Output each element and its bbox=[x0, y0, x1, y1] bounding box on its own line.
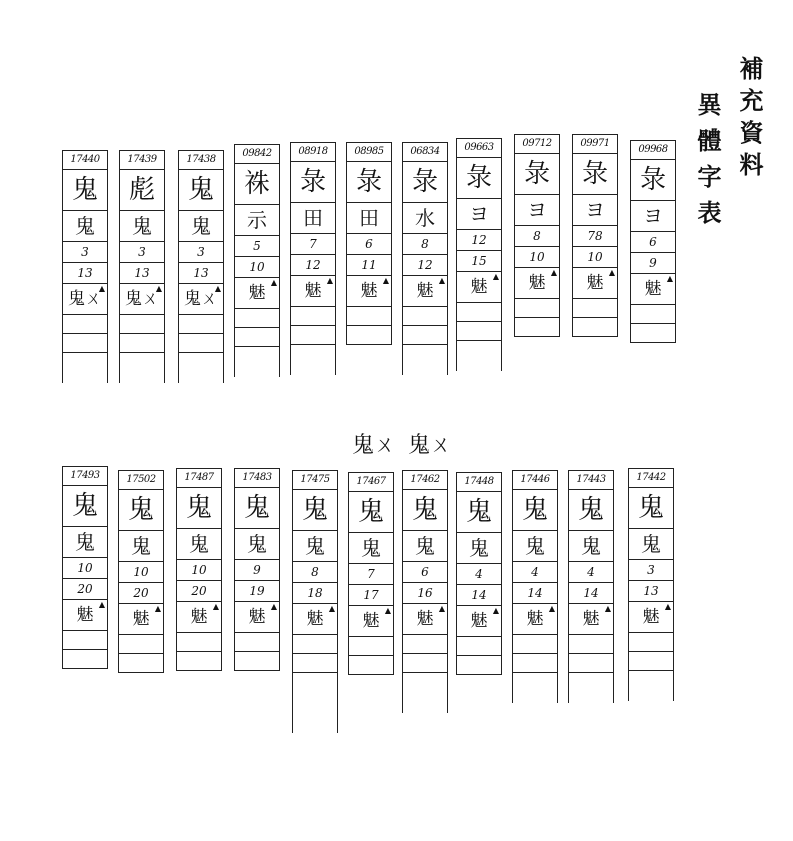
variant-glyph: 鬼 bbox=[235, 488, 279, 529]
blank-cell bbox=[293, 635, 337, 654]
triangle-mark-icon: ▲ bbox=[438, 276, 445, 285]
triangle-mark-icon: ▲ bbox=[270, 278, 277, 287]
blank-cell bbox=[293, 654, 337, 673]
stroke-count: 3 bbox=[120, 242, 164, 263]
variant-card bbox=[62, 150, 108, 383]
total-strokes: 20 bbox=[177, 581, 221, 602]
radical: 鬼 bbox=[119, 531, 163, 562]
variant-glyph: 彔 bbox=[347, 162, 391, 203]
blank-cell bbox=[573, 299, 617, 318]
radical: 鬼 bbox=[63, 211, 107, 242]
variant-card bbox=[234, 144, 280, 377]
triangle-mark-icon: ▲ bbox=[550, 268, 557, 277]
blank-cell bbox=[63, 315, 107, 334]
standard-form bbox=[293, 604, 337, 635]
stroke-count: 7 bbox=[349, 564, 393, 585]
stroke-count: 9 bbox=[235, 560, 279, 581]
standard-form bbox=[457, 606, 501, 637]
variant-card bbox=[290, 142, 336, 375]
stroke-count: 5 bbox=[235, 236, 279, 257]
radical: 鬼 bbox=[629, 529, 673, 560]
blank-cell bbox=[457, 303, 501, 322]
radical: 鬼 bbox=[513, 531, 557, 562]
standard-form-text: 鬼ㄨ bbox=[184, 289, 218, 309]
standard-form bbox=[403, 604, 447, 635]
total-strokes: 15 bbox=[457, 251, 501, 272]
variant-glyph: 鬼 bbox=[179, 170, 223, 211]
blank-cell bbox=[631, 305, 675, 324]
total-strokes: 14 bbox=[513, 583, 557, 604]
standard-form bbox=[569, 604, 613, 635]
radical: 示 bbox=[235, 205, 279, 236]
catalog-number: 09971 bbox=[573, 134, 617, 154]
blank-cell bbox=[349, 637, 393, 656]
radical: 鬼 bbox=[179, 211, 223, 242]
standard-form-text: 魅 bbox=[526, 609, 544, 629]
total-strokes: 10 bbox=[573, 247, 617, 268]
catalog-number: 08918 bbox=[291, 142, 335, 162]
radical: ヨ bbox=[573, 195, 617, 226]
blank-cell bbox=[403, 635, 447, 654]
blank-cell bbox=[403, 326, 447, 345]
standard-form bbox=[291, 276, 335, 307]
catalog-number: 17502 bbox=[119, 470, 163, 490]
variant-card bbox=[568, 470, 614, 703]
blank-cell bbox=[569, 635, 613, 654]
blank-cell bbox=[457, 656, 501, 675]
blank-cell bbox=[629, 633, 673, 652]
radical: 鬼 bbox=[293, 531, 337, 562]
variant-card bbox=[456, 472, 502, 675]
catalog-number: 17475 bbox=[293, 470, 337, 490]
triangle-mark-icon: ▲ bbox=[98, 600, 105, 609]
blank-cell bbox=[515, 299, 559, 318]
variant-card bbox=[456, 138, 502, 371]
triangle-mark-icon: ▲ bbox=[666, 274, 673, 283]
blank-cell bbox=[515, 318, 559, 337]
standard-form bbox=[349, 606, 393, 637]
supplement-title: 補充資料 bbox=[735, 56, 764, 184]
variant-glyph: 彪 bbox=[120, 170, 164, 211]
blank-cell bbox=[120, 315, 164, 334]
triangle-mark-icon: ▲ bbox=[212, 602, 219, 611]
total-strokes: 9 bbox=[631, 253, 675, 274]
stroke-count: 6 bbox=[631, 232, 675, 253]
triangle-mark-icon: ▲ bbox=[270, 602, 277, 611]
variant-glyph: 彔 bbox=[403, 162, 447, 203]
variant-card bbox=[512, 470, 558, 703]
total-strokes: 19 bbox=[235, 581, 279, 602]
total-strokes: 20 bbox=[63, 579, 107, 600]
catalog-number: 17483 bbox=[235, 468, 279, 488]
stroke-count: 4 bbox=[569, 562, 613, 583]
stroke-count: 12 bbox=[457, 230, 501, 251]
standard-form bbox=[63, 600, 107, 631]
blank-cell bbox=[63, 631, 107, 650]
variant-card bbox=[572, 134, 618, 337]
standard-form-text: 魅 bbox=[586, 273, 604, 293]
radical: ヨ bbox=[457, 199, 501, 230]
catalog-number: 09842 bbox=[235, 144, 279, 164]
total-strokes: 14 bbox=[569, 583, 613, 604]
stroke-count: 3 bbox=[179, 242, 223, 263]
standard-form-text: 鬼ㄨ bbox=[68, 289, 102, 309]
total-strokes: 10 bbox=[515, 247, 559, 268]
blank-cell bbox=[119, 654, 163, 673]
column-tail bbox=[120, 353, 164, 383]
triangle-mark-icon: ▲ bbox=[154, 604, 161, 613]
radical: 田 bbox=[347, 203, 391, 234]
blank-cell bbox=[177, 633, 221, 652]
standard-form-text: 魅 bbox=[360, 281, 378, 301]
catalog-number: 08985 bbox=[347, 142, 391, 162]
catalog-number: 17442 bbox=[629, 468, 673, 488]
column-tail bbox=[629, 671, 673, 701]
column-tail bbox=[291, 345, 335, 375]
total-strokes: 12 bbox=[403, 255, 447, 276]
catalog-number: 17439 bbox=[120, 150, 164, 170]
total-strokes: 17 bbox=[349, 585, 393, 606]
variant-glyph: 鬼 bbox=[63, 170, 107, 211]
radical: 鬼 bbox=[177, 529, 221, 560]
column-tail bbox=[403, 673, 447, 713]
variant-glyph: 彔 bbox=[631, 160, 675, 201]
stroke-count: 10 bbox=[119, 562, 163, 583]
radical: 鬼 bbox=[63, 527, 107, 558]
blank-cell bbox=[120, 334, 164, 353]
radical: 鬼 bbox=[457, 533, 501, 564]
catalog-number: 09968 bbox=[631, 140, 675, 160]
variant-glyph: 彔 bbox=[291, 162, 335, 203]
blank-cell bbox=[573, 318, 617, 337]
total-strokes: 20 bbox=[119, 583, 163, 604]
variant-card bbox=[628, 468, 674, 701]
standard-form-text: 魅 bbox=[304, 281, 322, 301]
stroke-count: 7 bbox=[291, 234, 335, 255]
blank-cell bbox=[179, 334, 223, 353]
radical: 鬼 bbox=[120, 211, 164, 242]
stroke-count: 78 bbox=[573, 226, 617, 247]
triangle-mark-icon: ▲ bbox=[604, 604, 611, 613]
standard-form-text: 魅 bbox=[582, 609, 600, 629]
catalog-number: 17438 bbox=[179, 150, 223, 170]
total-strokes: 13 bbox=[120, 263, 164, 284]
variant-glyph: 鬼 bbox=[63, 486, 107, 527]
column-tail bbox=[457, 341, 501, 371]
triangle-mark-icon: ▲ bbox=[155, 284, 162, 293]
radical: 鬼 bbox=[349, 533, 393, 564]
triangle-mark-icon: ▲ bbox=[438, 604, 445, 613]
catalog-number: 17446 bbox=[513, 470, 557, 490]
middle-note-1: 鬼ㄨ bbox=[352, 433, 397, 458]
variant-table-title: 異體字表 bbox=[693, 92, 722, 236]
catalog-number: 17493 bbox=[63, 466, 107, 486]
triangle-mark-icon: ▲ bbox=[492, 272, 499, 281]
variant-card bbox=[62, 466, 108, 669]
radical: 鬼 bbox=[569, 531, 613, 562]
standard-form-text: 魅 bbox=[642, 607, 660, 627]
total-strokes: 16 bbox=[403, 583, 447, 604]
variant-glyph: 鬼 bbox=[349, 492, 393, 533]
variant-glyph: 彔 bbox=[457, 158, 501, 199]
standard-form bbox=[235, 278, 279, 309]
variant-glyph: 鬼 bbox=[513, 490, 557, 531]
standard-form-text: 魅 bbox=[528, 273, 546, 293]
standard-form-text: 魅 bbox=[362, 611, 380, 631]
stroke-count: 10 bbox=[177, 560, 221, 581]
standard-form bbox=[631, 274, 675, 305]
catalog-number: 17443 bbox=[569, 470, 613, 490]
radical: ヨ bbox=[631, 201, 675, 232]
blank-cell bbox=[513, 654, 557, 673]
standard-form-text: 魅 bbox=[306, 609, 324, 629]
total-strokes: 18 bbox=[293, 583, 337, 604]
variant-glyph: 彔 bbox=[573, 154, 617, 195]
blank-cell bbox=[347, 307, 391, 326]
stroke-count: 4 bbox=[457, 564, 501, 585]
variant-card bbox=[178, 150, 224, 383]
blank-cell bbox=[457, 322, 501, 341]
triangle-mark-icon: ▲ bbox=[326, 276, 333, 285]
blank-cell bbox=[457, 637, 501, 656]
stroke-count: 6 bbox=[347, 234, 391, 255]
stroke-count: 8 bbox=[293, 562, 337, 583]
variant-card bbox=[346, 142, 392, 345]
radical: 田 bbox=[291, 203, 335, 234]
blank-cell bbox=[119, 635, 163, 654]
catalog-number: 09712 bbox=[515, 134, 559, 154]
variant-glyph: 鬼 bbox=[177, 488, 221, 529]
standard-form-text: 魅 bbox=[248, 607, 266, 627]
standard-form-text: 魅 bbox=[190, 607, 208, 627]
blank-cell bbox=[347, 326, 391, 345]
blank-cell bbox=[291, 307, 335, 326]
variant-card bbox=[118, 470, 164, 673]
variant-card bbox=[348, 472, 394, 675]
blank-cell bbox=[177, 652, 221, 671]
variant-glyph: 鬼 bbox=[457, 492, 501, 533]
blank-cell bbox=[513, 635, 557, 654]
blank-cell bbox=[403, 654, 447, 673]
standard-form bbox=[403, 276, 447, 307]
variant-glyph: 鬼 bbox=[403, 490, 447, 531]
standard-form-text: 鬼ㄨ bbox=[125, 289, 159, 309]
variant-card bbox=[514, 134, 560, 337]
standard-form bbox=[63, 284, 107, 315]
blank-cell bbox=[569, 654, 613, 673]
total-strokes: 10 bbox=[235, 257, 279, 278]
column-tail bbox=[179, 353, 223, 383]
radical: ヨ bbox=[515, 195, 559, 226]
blank-cell bbox=[63, 334, 107, 353]
standard-form bbox=[179, 284, 223, 315]
variant-glyph: 鬼 bbox=[293, 490, 337, 531]
catalog-number: 17462 bbox=[403, 470, 447, 490]
blank-cell bbox=[63, 650, 107, 669]
radical: 鬼 bbox=[235, 529, 279, 560]
triangle-mark-icon: ▲ bbox=[492, 606, 499, 615]
triangle-mark-icon: ▲ bbox=[214, 284, 221, 293]
standard-form-text: 魅 bbox=[470, 277, 488, 297]
variant-card bbox=[630, 140, 676, 343]
column-tail bbox=[235, 347, 279, 377]
standard-form bbox=[457, 272, 501, 303]
triangle-mark-icon: ▲ bbox=[382, 276, 389, 285]
variant-glyph: 彔 bbox=[515, 154, 559, 195]
triangle-mark-icon: ▲ bbox=[608, 268, 615, 277]
catalog-number: 17440 bbox=[63, 150, 107, 170]
catalog-number: 06834 bbox=[403, 142, 447, 162]
standard-form-text: 魅 bbox=[132, 609, 150, 629]
blank-cell bbox=[291, 326, 335, 345]
total-strokes: 13 bbox=[63, 263, 107, 284]
standard-form bbox=[515, 268, 559, 299]
standard-form bbox=[347, 276, 391, 307]
blank-cell bbox=[179, 315, 223, 334]
standard-form bbox=[573, 268, 617, 299]
total-strokes: 13 bbox=[179, 263, 223, 284]
triangle-mark-icon: ▲ bbox=[664, 602, 671, 611]
stroke-count: 10 bbox=[63, 558, 107, 579]
triangle-mark-icon: ▲ bbox=[98, 284, 105, 293]
radical: 鬼 bbox=[403, 531, 447, 562]
standard-form bbox=[513, 604, 557, 635]
column-tail bbox=[513, 673, 557, 703]
triangle-mark-icon: ▲ bbox=[384, 606, 391, 615]
variant-card bbox=[402, 142, 448, 375]
stroke-count: 8 bbox=[403, 234, 447, 255]
variant-card bbox=[402, 470, 448, 713]
standard-form-text: 魅 bbox=[416, 281, 434, 301]
standard-form bbox=[629, 602, 673, 633]
stroke-count: 3 bbox=[629, 560, 673, 581]
variant-card bbox=[292, 470, 338, 733]
column-tail bbox=[403, 345, 447, 375]
stroke-count: 8 bbox=[515, 226, 559, 247]
column-tail bbox=[293, 673, 337, 733]
standard-form bbox=[120, 284, 164, 315]
standard-form bbox=[119, 604, 163, 635]
variant-card bbox=[119, 150, 165, 383]
standard-form bbox=[235, 602, 279, 633]
total-strokes: 11 bbox=[347, 255, 391, 276]
stroke-count: 4 bbox=[513, 562, 557, 583]
variant-glyph: 鬼 bbox=[569, 490, 613, 531]
standard-form-text: 魅 bbox=[470, 611, 488, 631]
catalog-number: 17467 bbox=[349, 472, 393, 492]
blank-cell bbox=[631, 324, 675, 343]
middle-note-2: 鬼ㄨ bbox=[408, 433, 453, 458]
triangle-mark-icon: ▲ bbox=[548, 604, 555, 613]
blank-cell bbox=[629, 652, 673, 671]
standard-form bbox=[177, 602, 221, 633]
blank-cell bbox=[403, 307, 447, 326]
variant-glyph: 鬼 bbox=[629, 488, 673, 529]
variant-card bbox=[234, 468, 280, 671]
blank-cell bbox=[349, 656, 393, 675]
standard-form-text: 魅 bbox=[76, 605, 94, 625]
standard-form-text: 魅 bbox=[644, 279, 662, 299]
stroke-count: 3 bbox=[63, 242, 107, 263]
blank-cell bbox=[235, 309, 279, 328]
catalog-number: 17487 bbox=[177, 468, 221, 488]
standard-form-text: 魅 bbox=[248, 283, 266, 303]
catalog-number: 09663 bbox=[457, 138, 501, 158]
standard-form-text: 魅 bbox=[416, 609, 434, 629]
column-tail bbox=[63, 353, 107, 383]
variant-glyph: 鬼 bbox=[119, 490, 163, 531]
catalog-number: 17448 bbox=[457, 472, 501, 492]
total-strokes: 12 bbox=[291, 255, 335, 276]
variant-glyph: 祩 bbox=[235, 164, 279, 205]
total-strokes: 14 bbox=[457, 585, 501, 606]
blank-cell bbox=[235, 633, 279, 652]
triangle-mark-icon: ▲ bbox=[328, 604, 335, 613]
radical: 水 bbox=[403, 203, 447, 234]
column-tail bbox=[569, 673, 613, 703]
blank-cell bbox=[235, 652, 279, 671]
total-strokes: 13 bbox=[629, 581, 673, 602]
stroke-count: 6 bbox=[403, 562, 447, 583]
variant-card bbox=[176, 468, 222, 671]
blank-cell bbox=[235, 328, 279, 347]
